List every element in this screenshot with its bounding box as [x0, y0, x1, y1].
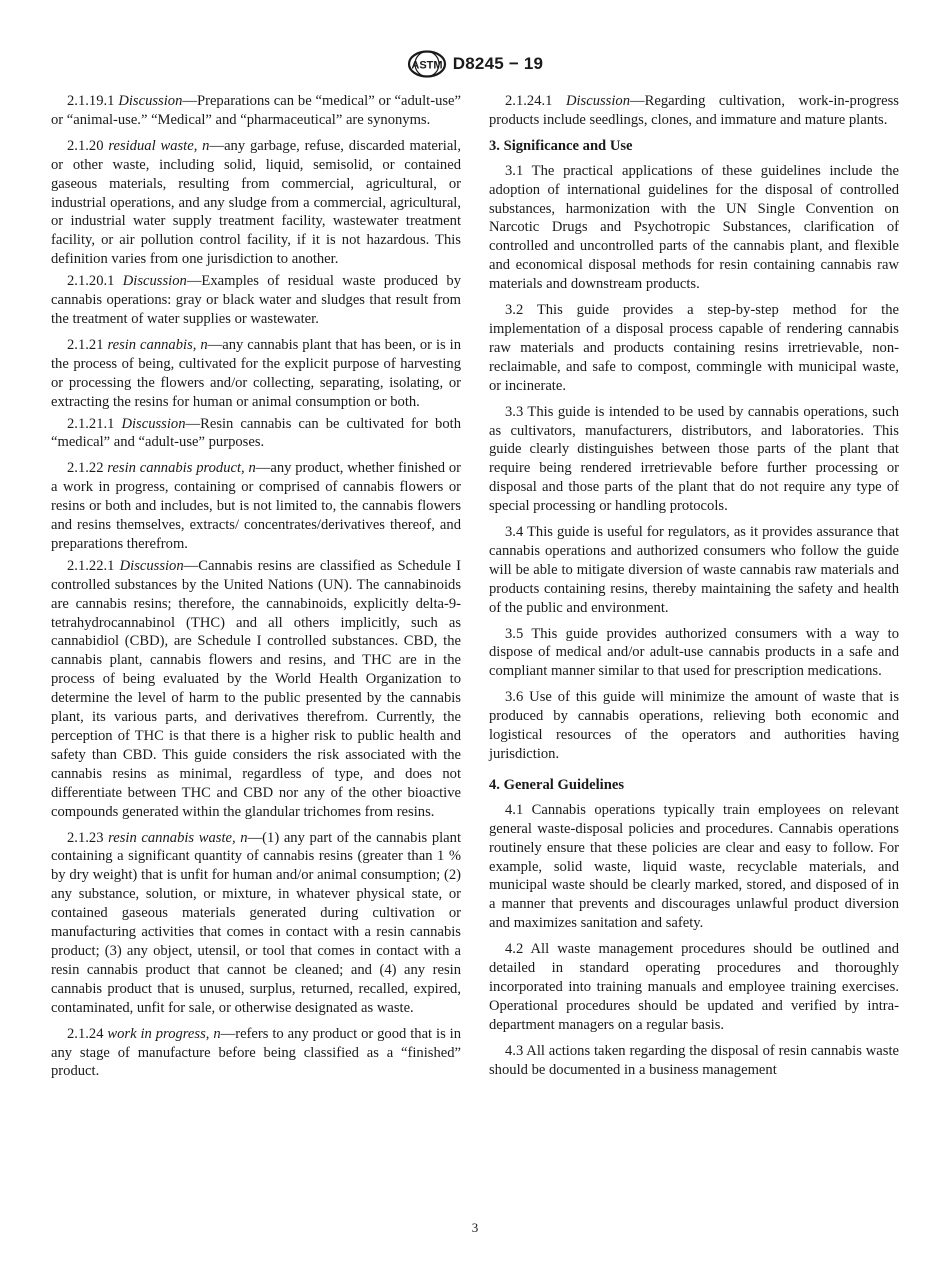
left-column	[51, 92, 461, 1088]
paragraph-4-1: 4.1 Cannabis operations typically train employees on relevant general waste-disposal policies and procedures. Cannabis operations routinely ensure that these policies are clear and easy to follow. For example, solid waste, liquid waste, recyclable materials, and municipal waste should be clearly marked, stored, and disposed of in a manner that prevents and discourages unlawful product diversion and maximizes sanitation and safety.	[489, 801, 899, 932]
paragraph-3-3: 3.3 This guide is intended to be used by cannabis operations, such as cultivators, manufacturers, distributors, and laboratories. This guide clearly distinguishes between those parts of the plant that require being rendered irretrievable before further processing or disposal and those parts of the plant that do not require any type of special processing or handling protocols.	[489, 403, 899, 515]
definition-2-1-21: 2.1.21 resin cannabis, n—any cannabis plant that has been, or is in the process of being, cultivated for the explicit purpose of harvesting or processing the flowers and/or collecting, separating, isolating, or extracting the resins for human or animal consumption or both.	[51, 336, 461, 410]
definition-2-1-20-1: 2.1.20.1 Discussion—Examples of residual waste produced by cannabis operations: gray or black water and sludges that result from the treatment of water supplies or wastewater.	[51, 273, 461, 327]
definition-2-1-24: 2.1.24 work in progress, n—refers to any product or good that is in any stage of manufacture before being classified as a “finished” product.	[51, 1025, 462, 1080]
paragraph-4-3: 4.3 All actions taken regarding the disposal of resin cannabis waste should be documented in a business management	[489, 1042, 899, 1078]
right-column	[489, 92, 899, 1087]
definition-2-1-23: 2.1.23 resin cannabis waste, n—(1) any part of the cannabis plant containing a significant quantity of cannabis resins (greater than 1 % by dry weight) that is unfit for human and/or animal consumption; (2) any substance, solution, or mixture, in whatever physical state, or contained gaseous materials generated during cultivation or manufacturing activities that comes in contact with a resin cannabis product; (3) any object, utensil, or tool that comes in contact with a resin cannabis product that cannot be cleaned; and (4) any resin cannabis product that is unused, surplus, returned, recalled, expired, contaminated, unfit for sale, or otherwise designated as waste.	[51, 829, 461, 1016]
paragraph-3-2: 3.2 This guide provides a step-by-step method for the implementation of a disposal process capable of rendering cannabis raw materials and products containing resins irretrievable, non-reclaimable, and safe to compost, commingle with municipal waste, or incinerate.	[489, 302, 899, 394]
paragraph-3-6: 3.6 Use of this guide will minimize the amount of waste that is produced by cannabis operations, relieving both economic and logistical resources of the operators and authorities having jurisdiction.	[489, 689, 899, 762]
page-header	[0, 50, 950, 83]
definition-2-1-19-1: 2.1.19.1 Discussion—Preparations can be “medical” or “adult-use” or “animal-use.” “Medical” and “pharmaceutical” are synonyms.	[51, 93, 462, 128]
paragraph-4-2: 4.2 All waste management procedures should be outlined and detailed in standard operating procedures and thoroughly incorporated into training manuals and employee training exercises. Operational procedures should be updated and verified by intra-department managers on a regular basis.	[489, 941, 899, 1033]
paragraph-3-4: 3.4 This guide is useful for regulators, as it provides assurance that cannabis operations and authorized consumers who follow the guide will be able to mitigate diversion of waste cannabis raw materials and products containing resins, thereby maintaining the safety and health of the public and environment.	[489, 524, 899, 616]
definition-2-1-24-1: 2.1.24.1 Discussion—Regarding cultivation, work-in-progress products include seedlings, clones, and immature and mature plants.	[489, 93, 899, 128]
section-3-heading: 3. Significance and Use	[489, 137, 633, 154]
page-number: 3	[471, 1220, 479, 1235]
svg-text:ASTM: ASTM	[411, 59, 443, 72]
section-4-heading: 4. General Guidelines	[489, 776, 624, 793]
astm-logo-icon	[407, 50, 447, 78]
definition-2-1-20: 2.1.20 residual waste, n—any garbage, refuse, discarded material, or other waste, including solid, liquid, semisolid, or contained gaseous materials, resulting from commercial, agricultural, or industrial operations, and any sludge from a commercial, agricultural, or industrial water supply treatment facility, wastewater treatment facility, or air pollution control facility, if it is not hazardous. This definition varies from one jurisdiction to another.	[51, 137, 461, 268]
definition-2-1-21-1: 2.1.21.1 Discussion—Resin cannabis can be cultivated for both “medical” and “adult-use” purposes.	[51, 415, 461, 451]
definition-2-1-22-1: 2.1.22.1 Discussion—Cannabis resins are classified as Schedule I controlled substances by the United Nations (UN). The cannabinoids are cannabis resins; therefore, the cannabinoids, explicitly delta-9-tetrahydrocannabinol (THC) and all others implicitly, such as cannabidiol (CBD), are Schedule I controlled substances. CBD, the cannabis plant, cannabis flowers and resins, and THC are in the process of being evaluated by the World Health Organization to determine the level of harm to the public presented by the cannabis plant, its various parts, and derivatives therefrom. Currently, the perception of THC is that there is a higher risk to public health and safety than CBD. This guide considers the risk associated with the cannabis resins as minimal, regardless of type, and does not differentiate between THC and CBD nor any of the other bioactive compounds generated within the glandular trichomes from resins.	[51, 557, 461, 820]
definition-2-1-22: 2.1.22 resin cannabis product, n—any product, whether finished or a work in progress, containing or comprised of cannabis flowers or resins or both and includes, but is not limited to, the cannabis flowers and resins themselves, extracts/ concentrates/derivatives thereof, and preparations therefrom.	[51, 460, 461, 552]
paragraph-3-5: 3.5 This guide provides authorized consumers with a way to dispose of medical and/or adult-use cannabis products in a safe and compliant manner similar to that used for prescription medications.	[489, 625, 899, 680]
standard-designation: D8245 − 19	[452, 54, 544, 73]
paragraph-3-1: 3.1 The practical applications of these guidelines include the adoption of international guidelines for the disposal of controlled substances, harmonization with the UN Single Convention on Narcotic Drugs and Psychotropic Substances, clarification of controlled and uncontrolled parts of the cannabis plant, and flexible and economical disposal methods for resin containing cannabis raw materials and downstream products.	[489, 162, 899, 293]
